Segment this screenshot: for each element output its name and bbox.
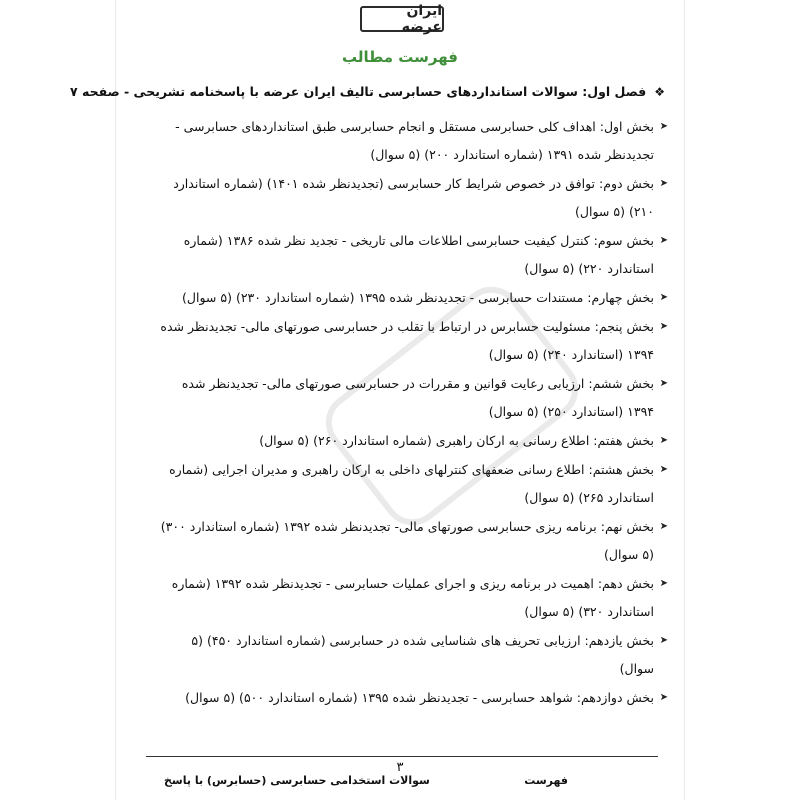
- arrow-bullet-icon: ➤: [659, 464, 668, 475]
- toc-item[interactable]: [154, 170, 668, 226]
- toc-item-text: بخش ششم: ارزیابی رعایت قوانین و مقررات در حسابرسی صورتهای مالی- تجدیدنظر شده ۱۳۹۴ (استاندارد ۲۵۰) (۵ سوال): [181, 376, 654, 419]
- arrow-bullet-icon: ➤: [659, 435, 668, 446]
- footer-section-label: فهرست: [524, 774, 568, 787]
- document-page: [70, 0, 684, 800]
- brand-logo: [360, 3, 444, 35]
- toc-item[interactable]: [154, 284, 668, 312]
- page-number: ۳: [396, 760, 404, 775]
- toc-item-text: بخش دوازدهم: شواهد حسابرسی - تجدیدنظر شده ۱۳۹۵ (شماره استاندارد ۵۰۰) (۵ سوال): [185, 690, 654, 705]
- arrow-bullet-icon: ➤: [659, 578, 668, 589]
- toc-item[interactable]: [154, 227, 668, 283]
- page-title: فهرست مطالب: [342, 48, 458, 66]
- arrow-bullet-icon: ➤: [659, 692, 668, 703]
- diamond-bullet-icon: ❖: [654, 85, 665, 99]
- logo-text: ایران عرضه: [401, 3, 442, 35]
- toc-item[interactable]: [154, 684, 668, 712]
- arrow-bullet-icon: ➤: [659, 521, 668, 532]
- toc-item-text: بخش چهارم: مستندات حسابرسی - تجدیدنظر شده ۱۳۹۵ (شماره استاندارد ۲۳۰) (۵ سوال): [182, 290, 654, 305]
- arrow-bullet-icon: ➤: [659, 292, 668, 303]
- toc-item[interactable]: [154, 627, 668, 683]
- toc-item-text: بخش اول: اهداف کلی حسابرسی مستقل و انجام حسابرسی طبق استانداردهای حسابرسی - تجدیدنظر شده ۱۳۹۱ (شماره استاندارد ۲۰۰) (۵ سوال): [175, 119, 654, 162]
- toc-item-text: بخش دوم: توافق در خصوص شرایط کار حسابرسی (تجدیدنظر شده ۱۴۰۱) (شماره استاندارد ۲۱۰) (۵ سوال): [173, 176, 654, 219]
- chapter-heading: [70, 84, 665, 99]
- arrow-bullet-icon: ➤: [659, 235, 668, 246]
- arrow-bullet-icon: ➤: [659, 321, 668, 332]
- toc-item[interactable]: [154, 113, 668, 169]
- footer-divider: [146, 756, 658, 757]
- toc-item-text: بخش هفتم: اطلاع رسانی به ارکان راهبری (شماره استاندارد ۲۶۰) (۵ سوال): [259, 433, 654, 448]
- footer-book-title: سوالات استخدامی حسابرسی (حسابرس) با پاسخ: [164, 774, 430, 787]
- toc-item[interactable]: [154, 570, 668, 626]
- arrow-bullet-icon: ➤: [659, 378, 668, 389]
- arrow-bullet-icon: ➤: [659, 635, 668, 646]
- toc-item-text: بخش نهم: برنامه ریزی حسابرسی صورتهای مالی- تجدیدنظر شده ۱۳۹۲ (شماره استاندارد ۳۰۰) (۵ سوال): [160, 519, 654, 562]
- toc-item-text: بخش پنجم: مسئولیت حسابرس در ارتباط با تقلب در حسابرسی صورتهای مالی- تجدیدنظر شده ۱۳۹۴ (استاندارد ۲۴۰) (۵ سوال): [160, 319, 654, 362]
- arrow-bullet-icon: ➤: [659, 178, 668, 189]
- arrow-bullet-icon: ➤: [659, 121, 668, 132]
- toc-item-text: بخش سوم: کنترل کیفیت حسابرسی اطلاعات مالی تاریخی - تجدید نظر شده ۱۳۸۶ (شماره استاندارد ۲۲۰) (۵ سوال): [183, 233, 654, 276]
- toc-item-text: بخش یازدهم: ارزیابی تحریف های شناسایی شده در حسابرسی (شماره استاندارد ۴۵۰) (۵ سوال): [191, 633, 654, 676]
- toc-item-text: بخش هشتم: اطلاع رسانی ضعفهای کنترلهای داخلی به ارکان راهبری و مدیران اجرایی (شماره استاندارد ۲۶۵) (۵ سوال): [169, 462, 654, 505]
- toc-item-text: بخش دهم: اهمیت در برنامه ریزی و اجرای عملیات حسابرسی - تجدیدنظر شده ۱۳۹۲ (شماره استاندارد ۳۲۰) (۵ سوال): [171, 576, 654, 619]
- chapter-heading-text: فصل اول: سوالات استانداردهای حسابرسی تالیف ایران عرضه با پاسخنامه تشریحی - صفحه ۷: [70, 84, 647, 99]
